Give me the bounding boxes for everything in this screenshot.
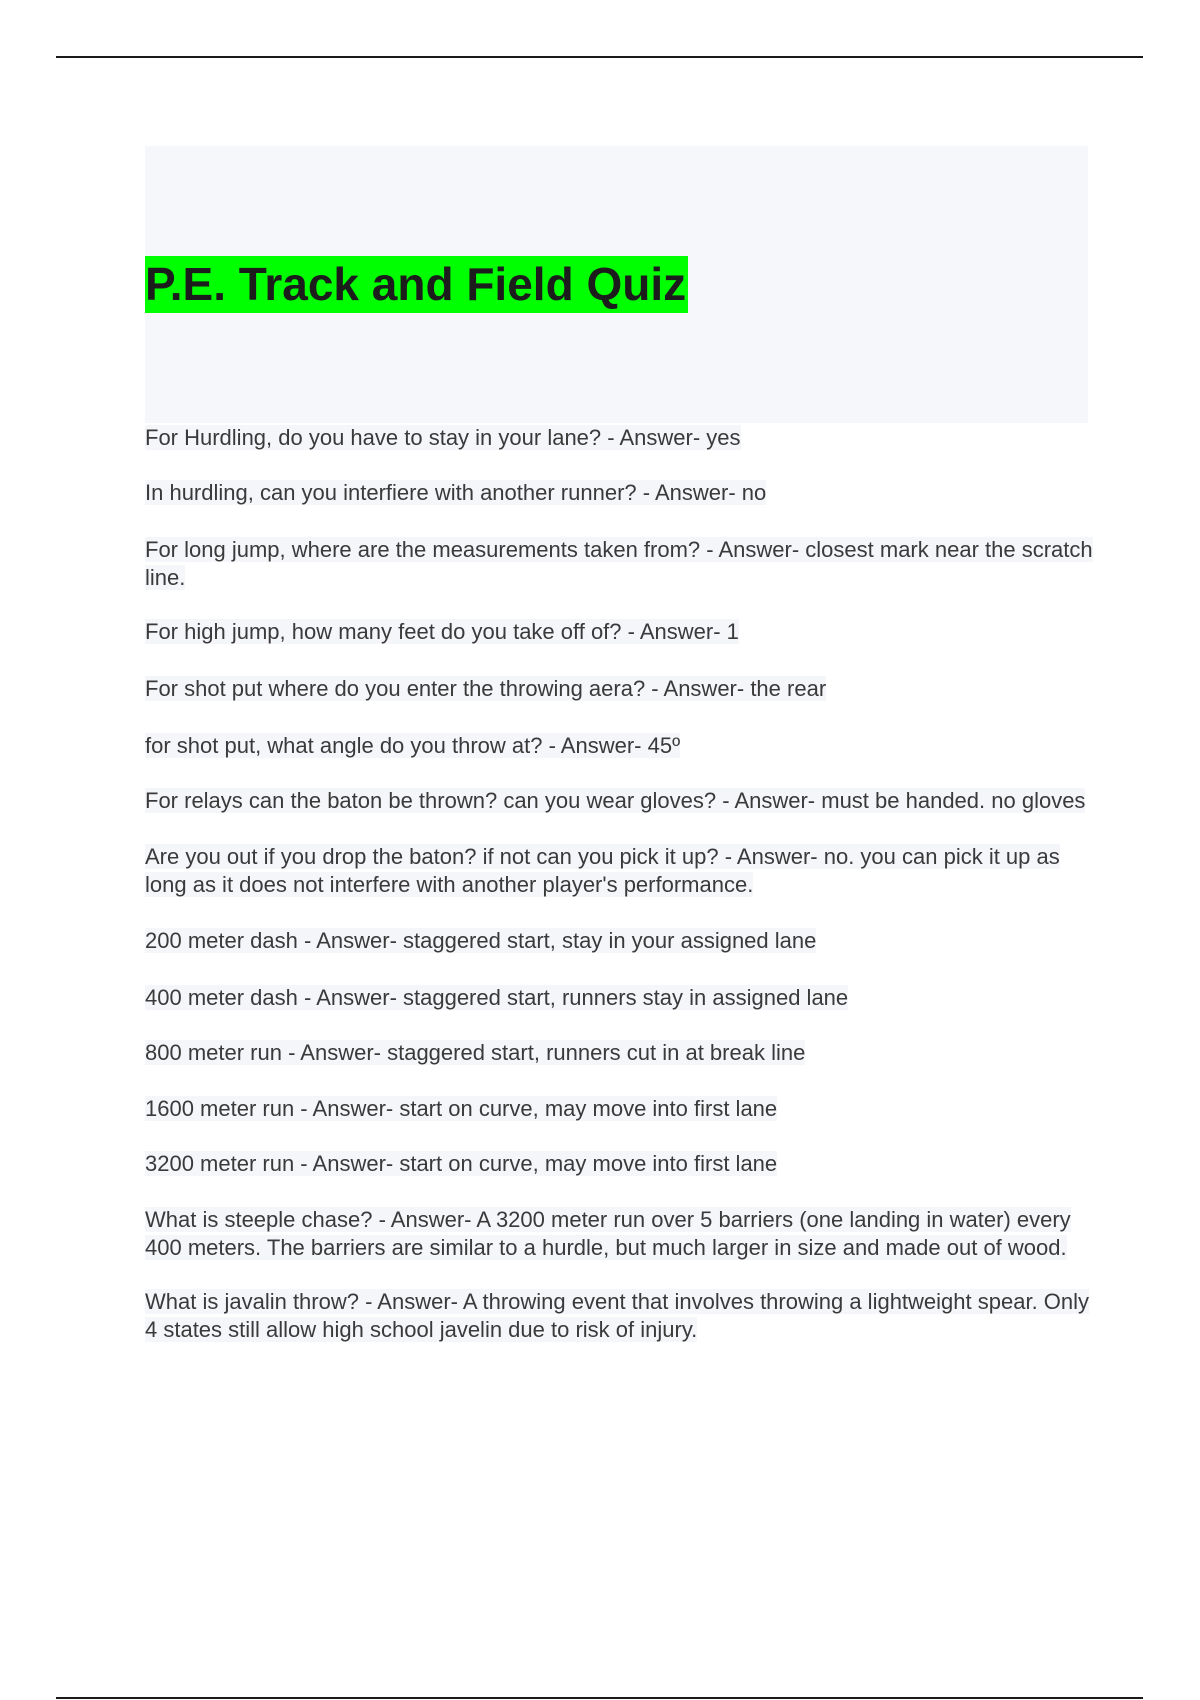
qa-item: 3200 meter run - Answer- start on curve, may move into first lane (145, 1151, 778, 1176)
qa-item: Are you out if you drop the baton? if not can you pick it up? - Answer- no. you can pick it up as long as it does not interfere with another player's performance. (145, 844, 1060, 897)
page-title: P.E. Track and Field Quiz (145, 256, 688, 313)
qa-item: for shot put, what angle do you throw at? - Answer- 45º (145, 733, 681, 758)
bottom-rule (56, 1697, 1143, 1699)
top-rule (56, 56, 1143, 58)
qa-item: 800 meter run - Answer- staggered start, runners cut in at break line (145, 1040, 806, 1065)
qa-item: 1600 meter run - Answer- start on curve, may move into first lane (145, 1096, 778, 1121)
qa-item: What is javalin throw? - Answer- A throwing event that involves throwing a lightweight spear. Only 4 states still allow high school javelin due to risk of injury. (145, 1289, 1090, 1342)
qa-item: In hurdling, can you interfiere with another runner? - Answer- no (145, 480, 767, 505)
qa-item: 400 meter dash - Answer- staggered start, runners stay in assigned lane (145, 985, 849, 1010)
qa-list (145, 424, 1095, 1344)
qa-item: For high jump, how many feet do you take off of? - Answer- 1 (145, 619, 739, 644)
qa-item: What is steeple chase? - Answer- A 3200 meter run over 5 barriers (one landing in water) every 400 meters. The barriers are similar to a hurdle, but much larger in size and made out of wood. (145, 1207, 1071, 1260)
qa-item: For relays can the baton be thrown? can you wear gloves? - Answer- must be handed. no gloves (145, 788, 1086, 813)
qa-item: For long jump, where are the measurements taken from? - Answer- closest mark near the scratch line. (145, 537, 1093, 590)
qa-item: For Hurdling, do you have to stay in your lane? - Answer- yes (145, 425, 741, 450)
qa-item: For shot put where do you enter the throwing aera? - Answer- the rear (145, 676, 827, 701)
qa-item: 200 meter dash - Answer- staggered start, stay in your assigned lane (145, 928, 817, 953)
